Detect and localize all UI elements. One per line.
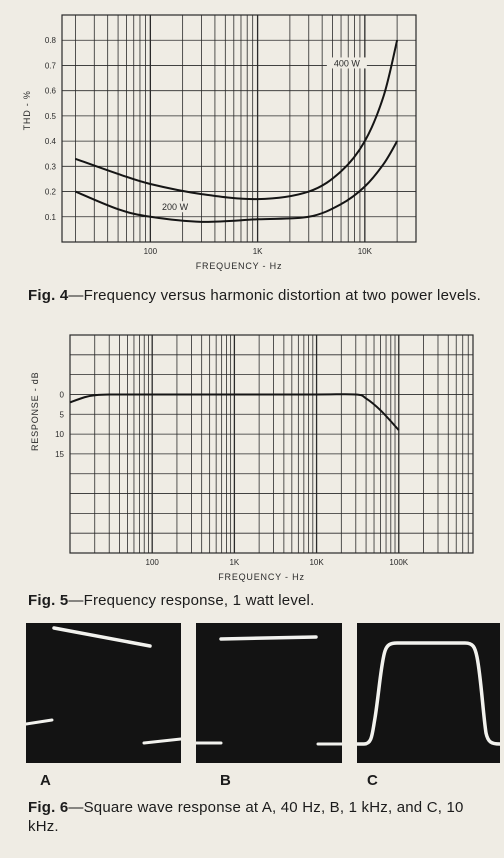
x-tick-label: 100	[145, 558, 159, 567]
x-tick-label: 10K	[357, 247, 372, 256]
y-tick-label: 0.6	[44, 86, 56, 96]
scope-trace-c	[357, 623, 500, 763]
scope-panel-b	[196, 623, 342, 763]
scope-label-a: A	[40, 772, 51, 789]
y-tick-label: 0.1	[44, 212, 56, 222]
scope-trace-b	[196, 623, 342, 763]
fig5-caption-text: —Frequency response, 1 watt level.	[68, 592, 315, 609]
y-tick-label: 0.3	[44, 162, 56, 172]
scope-label-b: B	[220, 772, 231, 789]
y-axis-title: THD - %	[22, 90, 32, 131]
plot-frame	[70, 335, 473, 553]
y-tick-label: 15	[55, 449, 64, 459]
y-tick-label: 0.2	[44, 187, 56, 197]
fig4-caption-label: Fig. 4	[28, 287, 69, 304]
x-tick-label: 1K	[252, 247, 263, 256]
x-tick-label: 100	[143, 247, 158, 256]
series-label-1: 400 W	[333, 58, 360, 69]
fig6-caption-text: —Square wave response at A, 40 Hz, B, 1 kHz, and C, 10 kHz.	[28, 799, 464, 835]
y-tick-label: 0	[59, 390, 64, 400]
y-axis-title: RESPONSE - dB	[30, 371, 40, 452]
scope-trace-a	[26, 623, 181, 763]
y-tick-label: 10	[55, 430, 64, 440]
fig5-caption	[28, 591, 490, 610]
x-axis-title: FREQUENCY - Hz	[218, 572, 305, 582]
y-tick-label: 0.7	[44, 61, 56, 71]
scope-panel-c	[357, 623, 500, 763]
fig4-caption-text: —Frequency versus harmonic distortion at two power levels.	[68, 287, 481, 304]
fig5-caption-label: Fig. 5	[28, 592, 69, 609]
y-tick-label: 5	[59, 410, 64, 420]
x-tick-label: 100K	[389, 558, 409, 567]
y-tick-label: 0.5	[44, 111, 56, 121]
x-axis-title: FREQUENCY - Hz	[195, 261, 283, 271]
x-tick-label: 10K	[309, 558, 324, 567]
scope-label-c: C	[367, 772, 378, 789]
scope-panel-a	[26, 623, 181, 763]
x-tick-label: 1K	[229, 558, 240, 567]
y-tick-label: 0.4	[44, 137, 56, 147]
y-tick-label: 0.8	[44, 36, 56, 46]
fig6-caption-label: Fig. 6	[28, 799, 69, 816]
fig6-caption	[28, 798, 490, 836]
series-label-2: 200 W	[162, 202, 189, 213]
